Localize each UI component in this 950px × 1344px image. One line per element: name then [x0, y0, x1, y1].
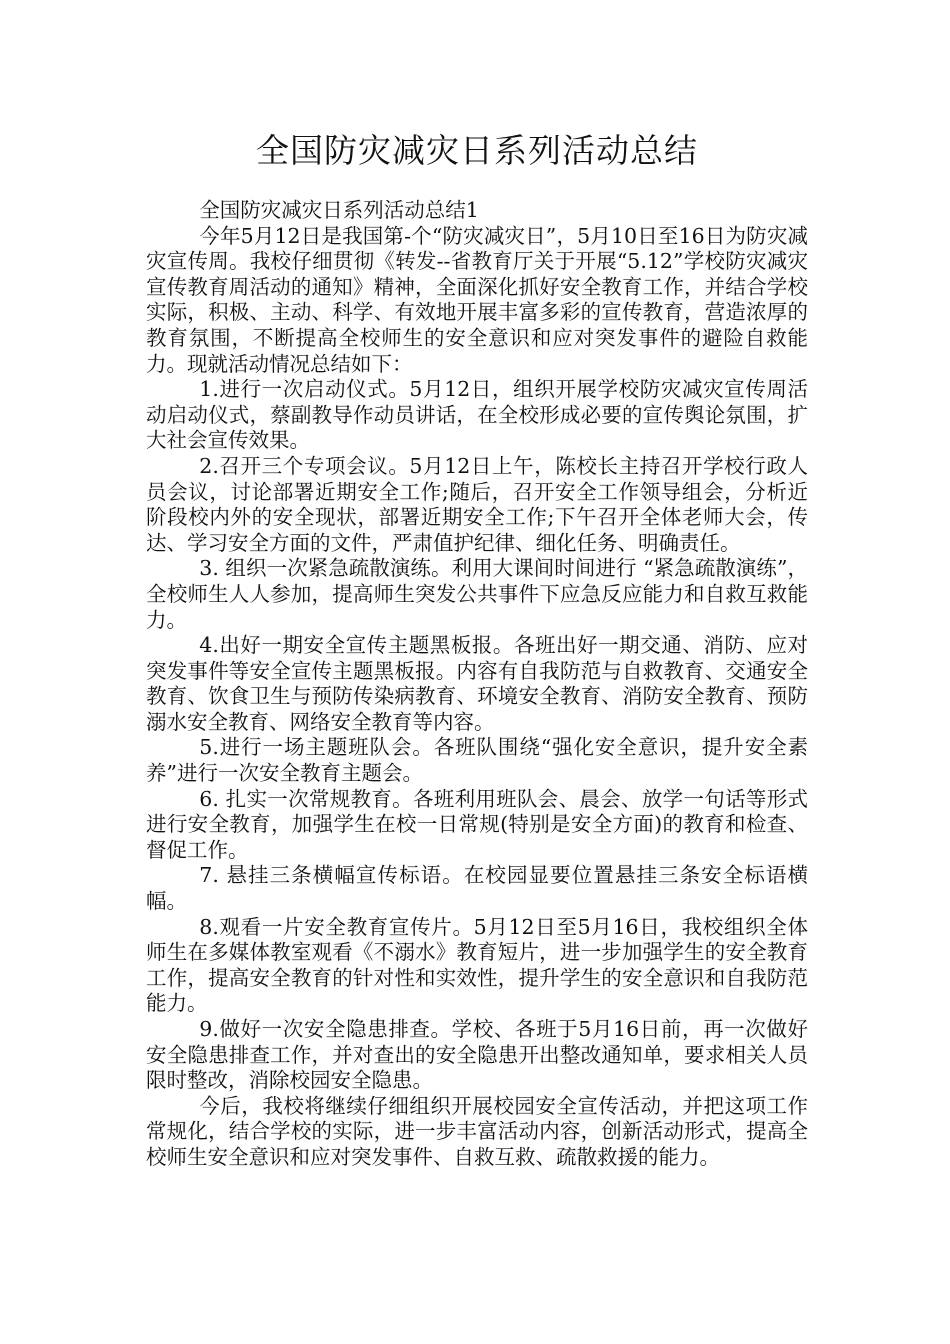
paragraph-item-4: 4.出好一期安全宣传主题黑板报。各班出好一期交通、消防、应对突发事件等安全宣传主题黑板报。内容有自我防范与自救教育、交通安全教育、饮食卫生与预防传染病教育、环境安全教育、消防安全教育、预防溺水安全教育、网络安全教育等内容。 — [146, 633, 808, 734]
paragraph-conclusion: 今后，我校将继续仔细组织开展校园安全宣传活动，并把这项工作常规化，结合学校的实际，进一步丰富活动内容，创新活动形式，提高全校师生安全意识和应对突发事件、自救互救、疏散救援的能力。 — [146, 1093, 808, 1169]
paragraph-item-9: 9.做好一次安全隐患排查。学校、各班于5月16日前，再一次做好安全隐患排查工作，并对查出的安全隐患开出整改通知单，要求相关人员限时整改，消除校园安全隐患。 — [146, 1017, 808, 1093]
paragraph-item-1: 1.进行一次启动仪式。5月12日，组织开展学校防灾减灾宣传周活动启动仪式，蔡副教导作动员讲话，在全校形成必要的宣传舆论氛围，扩大社会宣传效果。 — [146, 377, 808, 453]
document-body — [146, 198, 808, 1171]
paragraph-intro: 今年5月12日是我国第-个“防灾减灾日”，5月10日至16日为防灾减灾宣传周。我校仔细贯彻《转发--省教育厅关于开展“5.12”学校防灾减灾宣传教育周活动的通知》精神，全面深化抓好安全教育工作，并结合学校实际，积极、主动、科学、有效地开展丰富多彩的宣传教育，营造浓厚的教育氛围，不断提高全校师生的安全意识和应对突发事件的避险自救能力。现就活动情况总结如下： — [146, 223, 808, 376]
paragraph-item-2: 2.召开三个专项会议。5月12日上午，陈校长主持召开学校行政人员会议，讨论部署近期安全工作;随后，召开安全工作领导组会，分析近阶段校内外的安全现状，部署近期安全工作;下午召开全体老师大会，传达、学习安全方面的文件，严肃值护纪律、细化任务、明确责任。 — [146, 453, 808, 555]
document-title: 全国防灾减灾日系列活动总结 — [256, 131, 698, 170]
paragraph-item-5: 5.进行一场主题班队会。各班队围绕“强化安全意识，提升安全素养”进行一次安全教育主题会。 — [146, 735, 808, 786]
document-subtitle: 全国防灾减灾日系列活动总结1 — [199, 198, 479, 222]
paragraph-item-7: 7. 悬挂三条横幅宣传标语。在校园显要位置悬挂三条安全标语横幅。 — [146, 863, 808, 914]
paragraph-item-3: 3. 组织一次紧急疏散演练。利用大课间时间进行 “紧急疏散演练”，全校师生人人参加，提高师生突发公共事件下应急反应能力和自救互救能力。 — [146, 556, 808, 632]
paragraph-item-8: 8.观看一片安全教育宣传片。5月12日至5月16日，我校组织全体师生在多媒体教室观看《不溺水》教育短片，进一步加强学生的安全教育工作，提高安全教育的针对性和实效性，提升学生的安全意识和自我防范能力。 — [146, 914, 808, 1016]
paragraph-item-6: 6. 扎实一次常规教育。各班利用班队会、晨会、放学一句话等形式进行安全教育，加强学生在校一日常规(特别是安全方面)的教育和检查、督促工作。 — [146, 786, 808, 862]
document-page — [146, 0, 808, 1171]
